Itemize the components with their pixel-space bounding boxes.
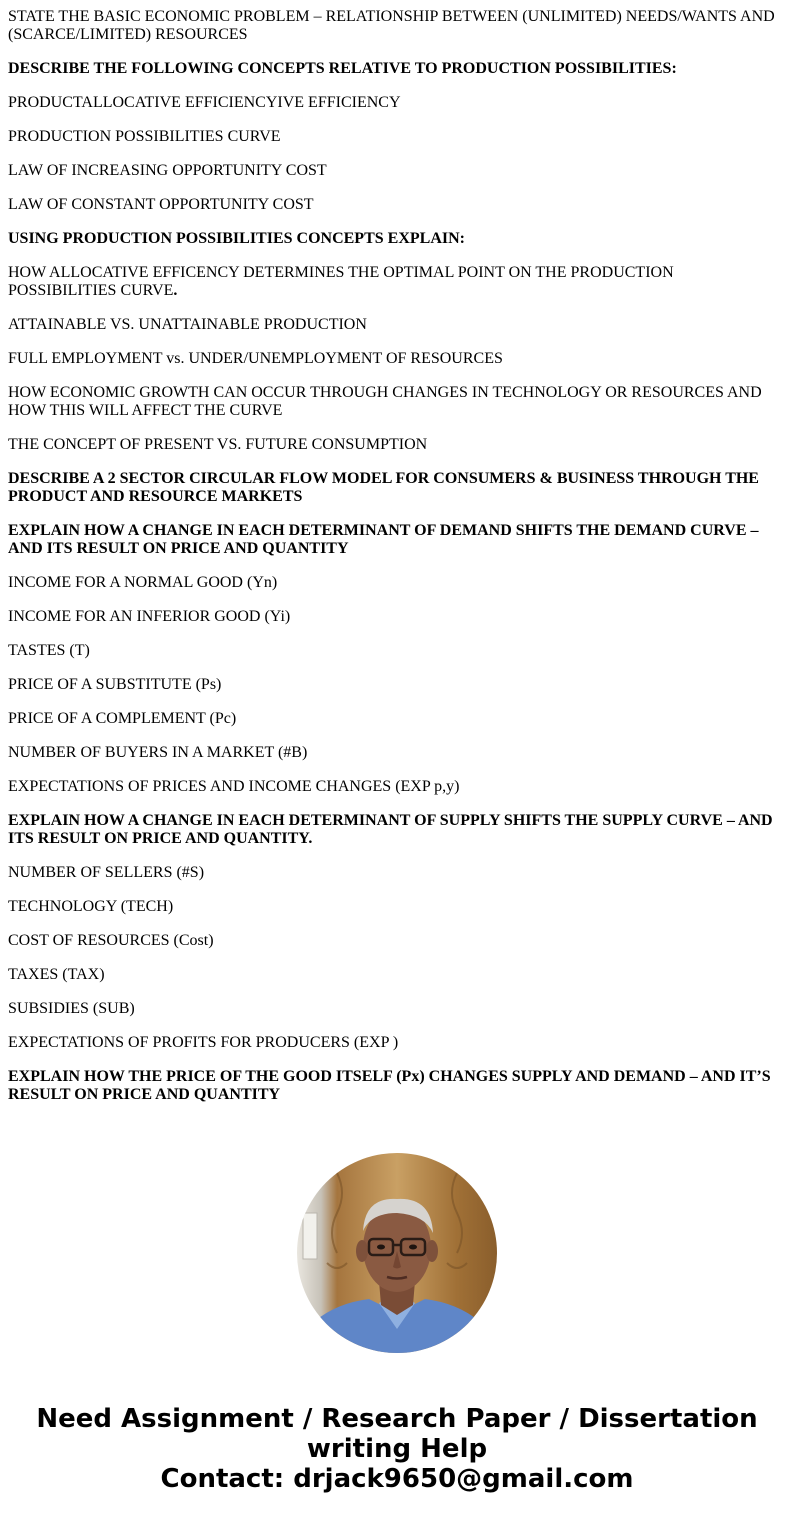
outline-item [8,676,786,694]
paragraph-text: HOW ECONOMIC GROWTH CAN OCCUR THROUGH CHANGES IN TECHNOLOGY OR RESOURCES AND HOW THIS WILL AFFECT THE CURVE [8,384,762,419]
paragraph-text: EXPLAIN HOW A CHANGE IN EACH DETERMINANT OF SUPPLY SHIFTS THE SUPPLY CURVE – AND ITS RESULT ON PRICE AND QUANTITY. [8,812,773,847]
outline-item [8,864,786,882]
section-heading [8,812,786,848]
promo-headline: Need Assignment / Research Paper / Dissertation writing Help [36,1404,758,1464]
outline-item [8,316,786,334]
paragraph-text: ATTAINABLE VS. UNATTAINABLE PRODUCTION [8,316,367,333]
outline-item [8,966,786,984]
outline-item [8,350,786,368]
paragraph-text: PRODUCTALLOCATIVE EFFICIENCYIVE EFFICIENCY [8,94,401,111]
portrait-icon [297,1153,497,1353]
outline-item [8,642,786,660]
paragraph-text: DESCRIBE THE FOLLOWING CONCEPTS RELATIVE TO PRODUCTION POSSIBILITIES: [8,60,677,77]
paragraph-text: THE CONCEPT OF PRESENT VS. FUTURE CONSUMPTION [8,436,428,453]
paragraph-text: USING PRODUCTION POSSIBILITIES CONCEPTS EXPLAIN: [8,230,465,247]
outline-item [8,778,786,796]
outline-item [8,898,786,916]
paragraph-text: EXPECTATIONS OF PRICES AND INCOME CHANGES (EXP p,y) [8,778,460,795]
outline-item [8,1000,786,1018]
outline-item [8,196,786,214]
section-heading [8,522,786,558]
section-heading [8,230,786,248]
paragraph-text: HOW ALLOCATIVE EFFICENCY DETERMINES THE OPTIMAL POINT ON THE PRODUCTION POSSIBILITIES CURVE [8,264,674,299]
paragraph-suffix: . [173,282,178,299]
paragraph-text: DESCRIBE A 2 SECTOR CIRCULAR FLOW MODEL FOR CONSUMERS & BUSINESS THROUGH THE PRODUCT AND RESOURCE MARKETS [8,470,759,505]
paragraph-text: INCOME FOR AN INFERIOR GOOD (Yi) [8,608,291,625]
section-heading [8,470,786,506]
paragraph-text: PRICE OF A SUBSTITUTE (Ps) [8,676,222,693]
paragraph-text: NUMBER OF SELLERS (#S) [8,864,205,881]
outline-item [8,744,786,762]
section-heading [8,1068,786,1104]
author-avatar [297,1153,497,1353]
paragraph-text: LAW OF CONSTANT OPPORTUNITY COST [8,196,314,213]
paragraph-text: EXPLAIN HOW A CHANGE IN EACH DETERMINANT OF DEMAND SHIFTS THE DEMAND CURVE – AND ITS RESULT ON PRICE AND QUANTITY [8,522,759,557]
paragraph-text: INCOME FOR A NORMAL GOOD (Yn) [8,574,278,591]
outline-item [8,436,786,454]
paragraph-text: TASTES (T) [8,642,90,659]
outline-item [8,94,786,112]
paragraph-text: PRODUCTION POSSIBILITIES CURVE [8,128,281,145]
outline-item [8,128,786,146]
outline-item [8,1034,786,1052]
section-heading [8,60,786,78]
outline-item [8,710,786,728]
paragraph-text: EXPLAIN HOW THE PRICE OF THE GOOD ITSELF (Px) CHANGES SUPPLY AND DEMAND – AND IT’S RESULT ON PRICE AND QUANTITY [8,1068,771,1103]
outline-item [8,384,786,420]
outline-item [8,264,786,300]
paragraph-text: SUBSIDIES (SUB) [8,1000,135,1017]
outline-item [8,932,786,950]
outline-item [8,608,786,626]
paragraph-text: NUMBER OF BUYERS IN A MARKET (#B) [8,744,308,761]
outline-item [8,8,786,44]
paragraph-text: TAXES (TAX) [8,966,105,983]
paragraph-text: FULL EMPLOYMENT vs. UNDER/UNEMPLOYMENT OF RESOURCES [8,350,503,367]
paragraph-text: STATE THE BASIC ECONOMIC PROBLEM – RELATIONSHIP BETWEEN (UNLIMITED) NEEDS/WANTS AND (SCARCE/LIMITED) RESOURCES [8,8,775,43]
promo-contact: Contact: drjack9650@gmail.com [160,1464,634,1494]
paragraph-text: TECHNOLOGY (TECH) [8,898,174,915]
document-body [8,8,786,1120]
paragraph-text: EXPECTATIONS OF PROFITS FOR PRODUCERS (EXP ) [8,1034,399,1051]
paragraph-text: COST OF RESOURCES (Cost) [8,932,214,949]
paragraph-text: PRICE OF A COMPLEMENT (Pc) [8,710,237,727]
outline-item [8,162,786,180]
paragraph-text: LAW OF INCREASING OPPORTUNITY COST [8,162,327,179]
promo-banner [0,1404,794,1494]
outline-item [8,574,786,592]
